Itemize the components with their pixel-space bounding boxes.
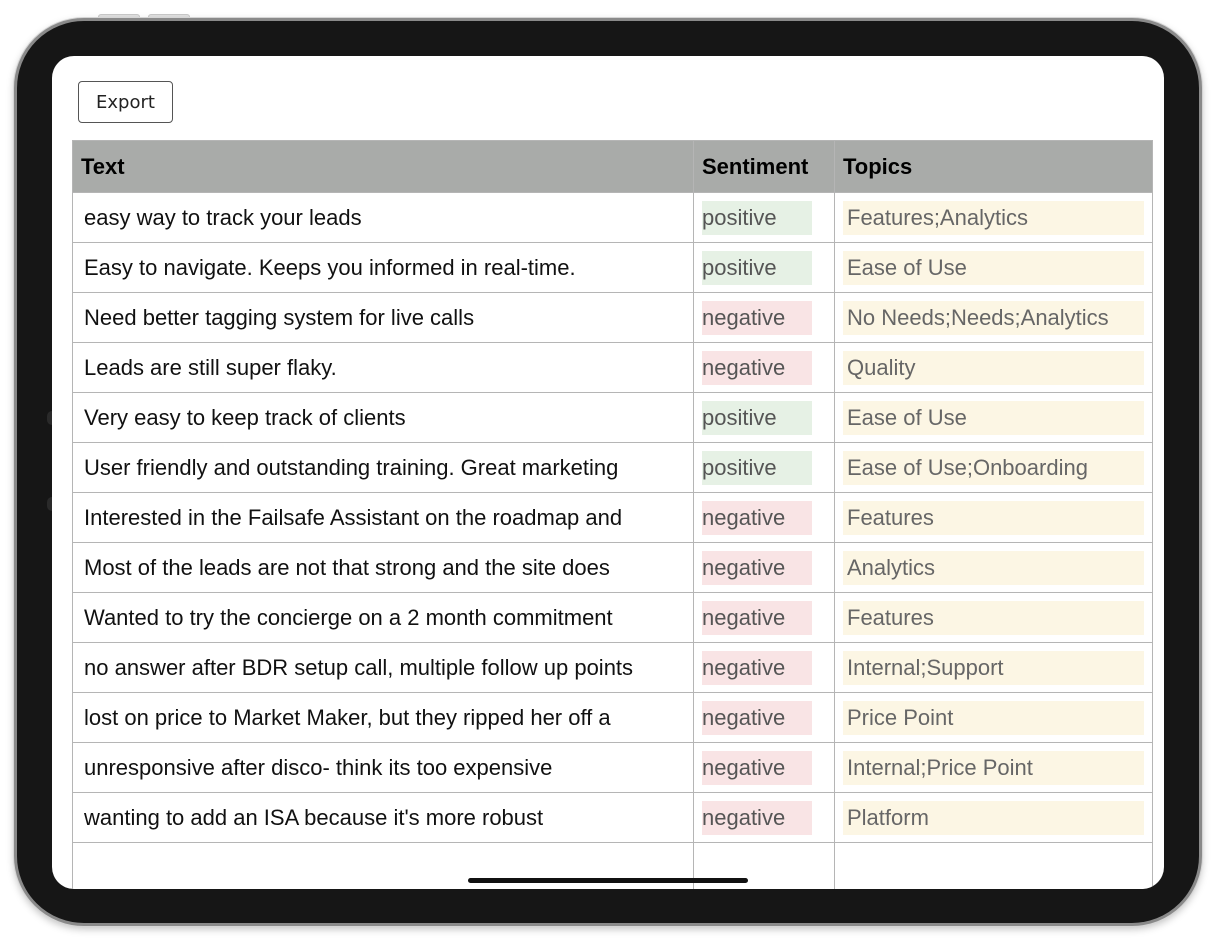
cell-sentiment[interactable]	[694, 293, 835, 343]
sentiment-badge: positive	[702, 251, 812, 285]
topics-badge: Internal;Support	[843, 651, 1144, 685]
cell-sentiment[interactable]	[694, 543, 835, 593]
table-row[interactable]	[73, 793, 1153, 843]
column-header-text[interactable]: Text	[73, 141, 694, 193]
cell-text[interactable]: unresponsive after disco- think its too expensive	[73, 743, 694, 793]
topics-badge: Quality	[843, 351, 1144, 385]
cell-topics[interactable]	[835, 193, 1153, 243]
cell-topics[interactable]	[835, 643, 1153, 693]
cell-topics[interactable]	[835, 243, 1153, 293]
cell-topics[interactable]	[835, 743, 1153, 793]
topics-badge: Ease of Use	[843, 401, 1144, 435]
cell-text[interactable]: easy way to track your leads	[73, 193, 694, 243]
topics-badge: Features	[843, 601, 1144, 635]
cell-text[interactable]: Need better tagging system for live calls	[73, 293, 694, 343]
app-screen	[52, 56, 1164, 889]
cell-sentiment[interactable]	[694, 193, 835, 243]
home-indicator[interactable]	[468, 878, 748, 883]
topics-badge: Internal;Price Point	[843, 751, 1144, 785]
topics-badge: Features;Analytics	[843, 201, 1144, 235]
cell-sentiment[interactable]	[694, 243, 835, 293]
sentiment-badge: positive	[702, 401, 812, 435]
sentiment-badge: negative	[702, 751, 812, 785]
table-row[interactable]	[73, 743, 1153, 793]
cell-text[interactable]: Leads are still super flaky.	[73, 343, 694, 393]
sentiment-table	[72, 140, 1153, 889]
cell-sentiment[interactable]	[694, 693, 835, 743]
sentiment-badge: negative	[702, 701, 812, 735]
cell-text[interactable]: Wanted to try the concierge on a 2 month commitment	[73, 593, 694, 643]
cell-sentiment[interactable]	[694, 793, 835, 843]
cell-topics[interactable]	[835, 343, 1153, 393]
table-row[interactable]	[73, 693, 1153, 743]
cell-text[interactable]: no answer after BDR setup call, multiple follow up points	[73, 643, 694, 693]
cell-text[interactable]: Easy to navigate. Keeps you informed in real-time.	[73, 243, 694, 293]
cell-topics[interactable]	[835, 843, 1153, 890]
column-header-topics[interactable]: Topics	[835, 141, 1153, 193]
cell-topics[interactable]	[835, 593, 1153, 643]
cell-text[interactable]: Most of the leads are not that strong and the site does	[73, 543, 694, 593]
table-row[interactable]	[73, 443, 1153, 493]
table-row[interactable]	[73, 593, 1153, 643]
table-row[interactable]	[73, 393, 1153, 443]
cell-sentiment[interactable]	[694, 743, 835, 793]
table-row[interactable]	[73, 243, 1153, 293]
table-row[interactable]	[73, 343, 1153, 393]
topics-badge: Ease of Use;Onboarding	[843, 451, 1144, 485]
cell-topics[interactable]	[835, 393, 1153, 443]
topics-badge: Features	[843, 501, 1144, 535]
export-button[interactable]: Export	[78, 81, 173, 123]
table-body	[73, 193, 1153, 890]
table-row[interactable]	[73, 193, 1153, 243]
cell-topics[interactable]	[835, 293, 1153, 343]
topics-badge: No Needs;Needs;Analytics	[843, 301, 1144, 335]
topics-badge: Price Point	[843, 701, 1144, 735]
cell-topics[interactable]	[835, 543, 1153, 593]
cell-sentiment[interactable]	[694, 343, 835, 393]
topics-badge: Platform	[843, 801, 1144, 835]
cell-text[interactable]: Interested in the Failsafe Assistant on the roadmap and	[73, 493, 694, 543]
cell-topics[interactable]	[835, 493, 1153, 543]
table-row[interactable]	[73, 293, 1153, 343]
cell-sentiment[interactable]	[694, 443, 835, 493]
cell-topics[interactable]	[835, 693, 1153, 743]
sentiment-badge: negative	[702, 551, 812, 585]
cell-topics[interactable]	[835, 443, 1153, 493]
topics-badge: Ease of Use	[843, 251, 1144, 285]
cell-sentiment[interactable]	[694, 643, 835, 693]
sentiment-badge: negative	[702, 351, 812, 385]
sentiment-badge: positive	[702, 201, 812, 235]
sentiment-badge: negative	[702, 601, 812, 635]
table-row[interactable]	[73, 643, 1153, 693]
cell-sentiment[interactable]	[694, 493, 835, 543]
sentiment-badge: negative	[702, 501, 812, 535]
topics-badge: Analytics	[843, 551, 1144, 585]
sentiment-badge: positive	[702, 451, 812, 485]
cell-sentiment[interactable]	[694, 393, 835, 443]
sentiment-badge: negative	[702, 301, 812, 335]
cell-text[interactable]: wanting to add an ISA because it's more robust	[73, 793, 694, 843]
cell-sentiment[interactable]	[694, 593, 835, 643]
table-row[interactable]	[73, 493, 1153, 543]
cell-text[interactable]: User friendly and outstanding training. Great marketing	[73, 443, 694, 493]
sentiment-badge: negative	[702, 801, 812, 835]
column-header-sentiment[interactable]: Sentiment	[694, 141, 835, 193]
cell-text[interactable]: lost on price to Market Maker, but they ripped her off a	[73, 693, 694, 743]
cell-text[interactable]: Very easy to keep track of clients	[73, 393, 694, 443]
cell-topics[interactable]	[835, 793, 1153, 843]
table-row[interactable]	[73, 543, 1153, 593]
sentiment-badge: negative	[702, 651, 812, 685]
table-header-row	[73, 141, 1153, 193]
